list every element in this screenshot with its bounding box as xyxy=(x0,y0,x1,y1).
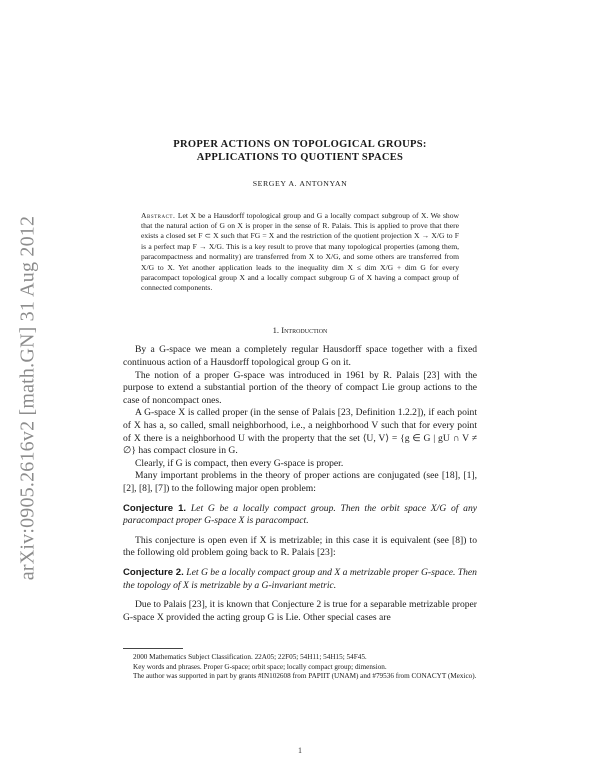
paragraph-after-conjecture-2: Due to Palais [23], it is known that Conjecture 2 is true for a separable metrizable proper G-space X provided the acting group G is Lie. Other special cases are xyxy=(123,599,477,623)
paragraph-2: The notion of a proper G-space was introduced in 1961 by R. Palais [23] with the purpose to extend a substantial portion of the theory of compact Lie group actions to the case of noncompact ones. xyxy=(123,369,477,406)
conjecture-1 xyxy=(123,503,477,528)
paragraph-5: Many important problems in the theory of proper actions are conjugated (see [18], [1], [2], [8], [7]) to the following major open problem: xyxy=(123,470,477,494)
footnote-msc: 2000 Mathematics Subject Classification. 22A05; 22F05; 54H11; 54H15; 54F45. xyxy=(133,653,367,661)
paper-title xyxy=(123,138,477,164)
footnotes xyxy=(123,648,477,682)
conjecture-2 xyxy=(123,567,477,592)
section-heading xyxy=(123,324,477,337)
title-line-2: APPLICATIONS TO QUOTIENT SPACES xyxy=(196,152,404,163)
paragraph-4: Clearly, if G is compact, then every G-space is proper. xyxy=(135,457,344,469)
abstract-text: Let X be a Hausdorff topological group and G a locally compact subgroup of X. We show that the natural action of G on X is proper in the sense of R. Palais. This is applied to prove that there exists a closed set F ⊂ X such that FG = X and the restriction of the quotient projection X → X/G to F is a perfect map F → X/G. This is a key result to prove that many topological properties (among them, paracompactness and normality) are transferred from X to X/G, and some others are transferred from X/G to X. Yet another application leads to the inequality dim X ≤ dim X/G + dim G for every paracompact topological group X and a locally compact subgroup G of X having a compact group of connected components. xyxy=(141,210,459,293)
arxiv-id: arXiv:0905.2616v2 [math.GN] 31 Aug 2012 xyxy=(16,215,39,581)
title-line-1: PROPER ACTIONS ON TOPOLOGICAL GROUPS: xyxy=(173,139,427,150)
abstract-label: Abstract. xyxy=(141,210,176,220)
arxiv-stamp xyxy=(8,168,48,628)
conjecture-1-body: Let G be a locally compact group. Then the orbit space X/G of any paracompact proper G-space X is paracompact. xyxy=(123,502,478,527)
section-title: Introduction xyxy=(281,324,328,335)
section-number: 1. xyxy=(272,324,280,335)
abstract xyxy=(141,211,459,294)
paragraph-3: A G-space X is called proper (in the sense of Palais [23, Definition 1.2.2]), if each point of X has a, so called, small neighborhood, i.e., a neighborhood V such that for every point of X there is a neighborhood U with the property that the set ⟨U, V⟩ = {g ∈ G | gU ∩ V ≠ ∅} has compact closure in G. xyxy=(123,407,477,457)
author: SERGEY A. ANTONYAN xyxy=(252,179,348,188)
paragraph-after-conjecture-1: This conjecture is open even if X is metrizable; in this case it is equivalent (see [8]) to the following old problem going back to R. Palais [23]: xyxy=(123,534,477,559)
footnote-rule xyxy=(123,648,183,649)
page-number: 1 xyxy=(298,746,302,755)
paper-page xyxy=(123,138,477,624)
footnote-keywords: Key words and phrases. Proper G-space; orbit space; locally compact group; dimension. xyxy=(133,662,387,671)
paragraph-1: By a G-space we mean a completely regular Hausdorff space together with a fixed continuous action of a Hausdorff topological group G on it. xyxy=(123,344,477,369)
footnote-grants: The author was supported in part by grants #IN102608 from PAPIIT (UNAM) and #79536 from CONACYT (Mexico). xyxy=(133,672,477,681)
conjecture-2-head: Conjecture 2. xyxy=(123,566,184,578)
conjecture-2-body: Let G be a locally compact group and X a metrizable proper G-space. Then the topology of X is metrizable by a G-invariant metric. xyxy=(123,566,477,591)
conjecture-1-head: Conjecture 1. xyxy=(123,502,187,514)
